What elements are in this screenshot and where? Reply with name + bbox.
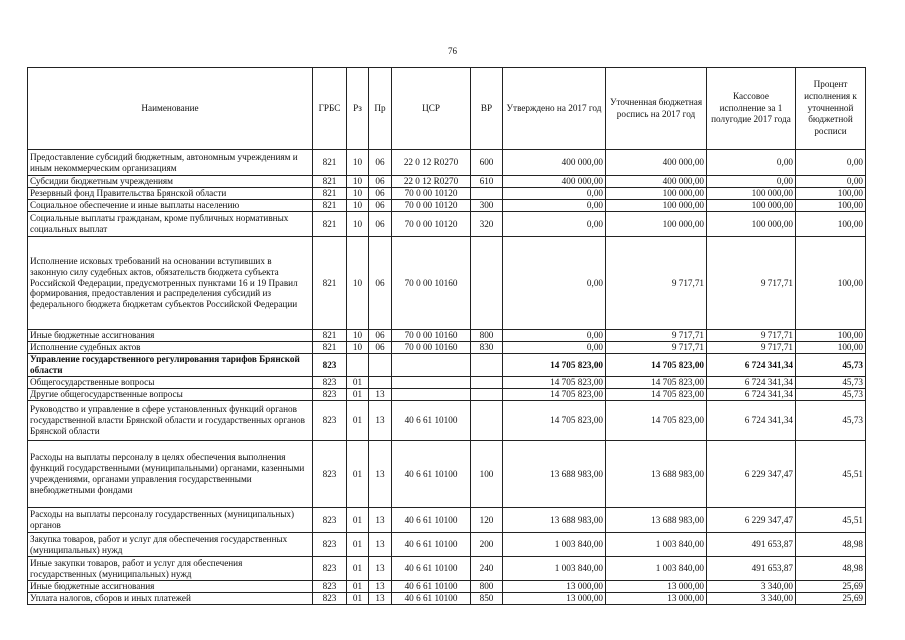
cell-refined: 13 688 983,00	[606, 441, 707, 508]
cell-csr: 70 0 00 10120	[392, 200, 471, 212]
cell-rz: 01	[347, 557, 369, 581]
cell-percent: 48,98	[796, 533, 866, 557]
cell-rz: 01	[347, 441, 369, 508]
cell-pr: 13	[369, 389, 392, 401]
cell-approved: 14 705 823,00	[503, 389, 606, 401]
cell-percent: 100,00	[796, 188, 866, 200]
cell-refined: 100 000,00	[606, 200, 707, 212]
cell-name: Другие общегосударственные вопросы	[28, 389, 313, 401]
cell-refined: 14 705 823,00	[606, 389, 707, 401]
table-row	[28, 533, 866, 557]
cell-pr: 06	[369, 342, 392, 354]
cell-grbs: 821	[313, 150, 347, 176]
cell-approved: 13 688 983,00	[503, 508, 606, 533]
cell-refined: 13 688 983,00	[606, 508, 707, 533]
cell-name: Исполнение судебных актов	[28, 342, 313, 354]
cell-approved: 0,00	[503, 200, 606, 212]
cell-csr	[392, 389, 471, 401]
table-row	[28, 188, 866, 200]
cell-vr: 610	[471, 176, 503, 188]
cell-pr: 06	[369, 330, 392, 342]
cell-rz: 01	[347, 389, 369, 401]
cell-grbs: 823	[313, 581, 347, 593]
cell-approved: 1 003 840,00	[503, 557, 606, 581]
cell-csr: 70 0 00 10160	[392, 237, 471, 330]
cell-grbs: 821	[313, 342, 347, 354]
cell-grbs: 823	[313, 354, 347, 377]
cell-pr: 06	[369, 237, 392, 330]
cell-pr: 06	[369, 188, 392, 200]
table-row	[28, 237, 866, 330]
cell-approved: 14 705 823,00	[503, 377, 606, 389]
cell-percent: 48,98	[796, 557, 866, 581]
cell-refined: 1 003 840,00	[606, 533, 707, 557]
cell-percent: 100,00	[796, 212, 866, 237]
table-row	[28, 508, 866, 533]
table-row	[28, 401, 866, 441]
cell-approved: 13 688 983,00	[503, 441, 606, 508]
cell-refined: 13 000,00	[606, 593, 707, 605]
cell-csr: 40 6 61 10100	[392, 557, 471, 581]
cell-csr: 40 6 61 10100	[392, 593, 471, 605]
table-row	[28, 377, 866, 389]
cell-name: Руководство и управление в сфере установленных функций органов государственной власти Брянской области и государственных органов Брянской области	[28, 401, 313, 441]
cell-csr: 22 0 12 R0270	[392, 150, 471, 176]
cell-grbs: 823	[313, 557, 347, 581]
cell-name: Предоставление субсидий бюджетным, автономным учреждениям и иным некоммерческим организациям	[28, 150, 313, 176]
cell-grbs: 823	[313, 389, 347, 401]
cell-percent: 0,00	[796, 176, 866, 188]
cell-percent: 45,73	[796, 401, 866, 441]
cell-refined: 14 705 823,00	[606, 354, 707, 377]
cell-approved: 400 000,00	[503, 150, 606, 176]
cell-name: Управление государственного регулирования тарифов Брянской области	[28, 354, 313, 377]
header-vr: ВР	[471, 68, 503, 150]
cell-approved: 0,00	[503, 330, 606, 342]
cell-percent: 45,51	[796, 508, 866, 533]
cell-rz: 10	[347, 330, 369, 342]
cell-rz: 10	[347, 150, 369, 176]
cell-name: Уплата налогов, сборов и иных платежей	[28, 593, 313, 605]
cell-vr: 120	[471, 508, 503, 533]
table-row	[28, 354, 866, 377]
table-row	[28, 200, 866, 212]
cell-csr: 22 0 12 R0270	[392, 176, 471, 188]
cell-rz: 01	[347, 581, 369, 593]
table-row	[28, 342, 866, 354]
cell-csr: 70 0 00 10160	[392, 330, 471, 342]
cell-percent: 100,00	[796, 342, 866, 354]
cell-grbs: 821	[313, 212, 347, 237]
cell-name: Общегосударственные вопросы	[28, 377, 313, 389]
cell-csr	[392, 354, 471, 377]
cell-cash: 3 340,00	[707, 581, 796, 593]
cell-cash: 6 724 341,34	[707, 377, 796, 389]
cell-grbs: 823	[313, 401, 347, 441]
table-body	[28, 150, 866, 605]
cell-grbs: 823	[313, 441, 347, 508]
cell-refined: 1 003 840,00	[606, 557, 707, 581]
cell-percent: 45,73	[796, 389, 866, 401]
cell-pr: 13	[369, 557, 392, 581]
cell-approved: 0,00	[503, 237, 606, 330]
cell-percent: 45,51	[796, 441, 866, 508]
cell-csr: 70 0 00 10120	[392, 188, 471, 200]
cell-vr: 200	[471, 533, 503, 557]
cell-name: Расходы на выплаты персоналу государственных (муниципальных) органов	[28, 508, 313, 533]
cell-vr	[471, 237, 503, 330]
cell-name: Социальные выплаты гражданам, кроме публичных нормативных социальных выплат	[28, 212, 313, 237]
cell-vr	[471, 389, 503, 401]
cell-approved: 0,00	[503, 212, 606, 237]
cell-csr: 70 0 00 10160	[392, 342, 471, 354]
cell-pr: 06	[369, 200, 392, 212]
cell-rz: 10	[347, 342, 369, 354]
cell-approved: 14 705 823,00	[503, 354, 606, 377]
cell-grbs: 821	[313, 176, 347, 188]
header-csr: ЦСР	[392, 68, 471, 150]
cell-name: Закупка товаров, работ и услуг для обеспечения государственных (муниципальных) нужд	[28, 533, 313, 557]
cell-percent: 45,73	[796, 354, 866, 377]
cell-cash: 3 340,00	[707, 593, 796, 605]
cell-cash: 100 000,00	[707, 200, 796, 212]
cell-cash: 6 229 347,47	[707, 508, 796, 533]
cell-pr: 13	[369, 533, 392, 557]
cell-pr: 13	[369, 593, 392, 605]
cell-cash: 6 724 341,34	[707, 389, 796, 401]
cell-pr: 13	[369, 581, 392, 593]
cell-pr: 13	[369, 401, 392, 441]
cell-cash: 9 717,71	[707, 330, 796, 342]
table-row	[28, 212, 866, 237]
cell-rz: 10	[347, 200, 369, 212]
cell-vr	[471, 354, 503, 377]
table-header-row	[28, 68, 866, 150]
cell-refined: 100 000,00	[606, 212, 707, 237]
cell-cash: 491 653,87	[707, 533, 796, 557]
cell-cash: 0,00	[707, 176, 796, 188]
cell-percent: 100,00	[796, 237, 866, 330]
cell-cash: 0,00	[707, 150, 796, 176]
budget-table	[27, 67, 866, 605]
cell-cash: 6 724 341,34	[707, 401, 796, 441]
cell-rz: 01	[347, 401, 369, 441]
cell-cash: 100 000,00	[707, 212, 796, 237]
cell-grbs: 821	[313, 200, 347, 212]
table-row	[28, 593, 866, 605]
page-number: 76	[448, 46, 457, 56]
cell-csr	[392, 377, 471, 389]
table-row	[28, 581, 866, 593]
cell-name: Расходы на выплаты персоналу в целях обеспечения выполнения функций государственными (муниципальными) органами, казенными учреждениями, органами управления государственными внебюджетными фондами	[28, 441, 313, 508]
table-row	[28, 557, 866, 581]
cell-refined: 400 000,00	[606, 176, 707, 188]
cell-refined: 13 000,00	[606, 581, 707, 593]
cell-grbs: 823	[313, 593, 347, 605]
cell-cash: 491 653,87	[707, 557, 796, 581]
cell-vr: 300	[471, 200, 503, 212]
cell-approved: 13 000,00	[503, 581, 606, 593]
cell-approved: 0,00	[503, 342, 606, 354]
cell-pr: 13	[369, 508, 392, 533]
cell-grbs: 823	[313, 377, 347, 389]
cell-csr: 40 6 61 10100	[392, 508, 471, 533]
cell-csr: 40 6 61 10100	[392, 441, 471, 508]
cell-refined: 9 717,71	[606, 342, 707, 354]
cell-rz: 01	[347, 533, 369, 557]
cell-pr: 06	[369, 212, 392, 237]
cell-pr: 06	[369, 176, 392, 188]
header-rz: Рз	[347, 68, 369, 150]
cell-percent: 25,69	[796, 593, 866, 605]
cell-rz: 01	[347, 508, 369, 533]
table-row	[28, 389, 866, 401]
cell-percent: 0,00	[796, 150, 866, 176]
cell-csr: 40 6 61 10100	[392, 581, 471, 593]
cell-rz: 10	[347, 188, 369, 200]
cell-grbs: 823	[313, 508, 347, 533]
header-name: Наименование	[28, 68, 313, 150]
cell-pr: 13	[369, 441, 392, 508]
cell-vr: 800	[471, 330, 503, 342]
cell-name: Исполнение исковых требований на основании вступивших в законную силу судебных актов, обязательств бюджета субъекта Российской Федерации, предусмотренных пунктами 16 и 19 Правил формирования, предоставления и распределения субсидий из федерального бюджета бюджетам субъектов Российской Федерации	[28, 237, 313, 330]
cell-refined: 14 705 823,00	[606, 401, 707, 441]
cell-name: Иные закупки товаров, работ и услуг для обеспечения государственных (муниципальных) нужд	[28, 557, 313, 581]
cell-percent: 100,00	[796, 330, 866, 342]
cell-name: Иные бюджетные ассигнования	[28, 330, 313, 342]
cell-approved: 0,00	[503, 188, 606, 200]
cell-grbs: 821	[313, 330, 347, 342]
cell-cash: 6 229 347,47	[707, 441, 796, 508]
cell-grbs: 821	[313, 237, 347, 330]
cell-name: Иные бюджетные ассигнования	[28, 581, 313, 593]
cell-rz: 10	[347, 176, 369, 188]
cell-name: Резервный фонд Правительства Брянской области	[28, 188, 313, 200]
cell-vr: 100	[471, 441, 503, 508]
table-row	[28, 330, 866, 342]
header-cash: Кассовое исполнение за 1 полугодие 2017 года	[707, 68, 796, 150]
cell-percent: 25,69	[796, 581, 866, 593]
cell-rz: 01	[347, 593, 369, 605]
cell-rz: 01	[347, 377, 369, 389]
cell-csr: 70 0 00 10120	[392, 212, 471, 237]
cell-cash: 9 717,71	[707, 237, 796, 330]
cell-csr: 40 6 61 10100	[392, 533, 471, 557]
cell-pr	[369, 377, 392, 389]
cell-approved: 400 000,00	[503, 176, 606, 188]
header-refined: Уточненная бюджетная роспись на 2017 год	[606, 68, 707, 150]
cell-percent: 45,73	[796, 377, 866, 389]
cell-approved: 13 000,00	[503, 593, 606, 605]
cell-percent: 100,00	[796, 200, 866, 212]
cell-approved: 14 705 823,00	[503, 401, 606, 441]
cell-vr: 800	[471, 581, 503, 593]
cell-vr: 320	[471, 212, 503, 237]
cell-approved: 1 003 840,00	[503, 533, 606, 557]
cell-refined: 9 717,71	[606, 330, 707, 342]
cell-name: Субсидии бюджетным учреждениям	[28, 176, 313, 188]
cell-cash: 100 000,00	[707, 188, 796, 200]
cell-name: Социальное обеспечение и иные выплаты населению	[28, 200, 313, 212]
cell-refined: 400 000,00	[606, 150, 707, 176]
header-approved: Утверждено на 2017 год	[503, 68, 606, 150]
cell-grbs: 821	[313, 188, 347, 200]
cell-pr	[369, 354, 392, 377]
cell-vr: 600	[471, 150, 503, 176]
cell-refined: 14 705 823,00	[606, 377, 707, 389]
cell-csr: 40 6 61 10100	[392, 401, 471, 441]
cell-vr	[471, 188, 503, 200]
cell-pr: 06	[369, 150, 392, 176]
table-row	[28, 150, 866, 176]
cell-vr	[471, 401, 503, 441]
cell-cash: 9 717,71	[707, 342, 796, 354]
cell-refined: 100 000,00	[606, 188, 707, 200]
cell-grbs: 823	[313, 533, 347, 557]
table-row	[28, 176, 866, 188]
cell-rz: 10	[347, 212, 369, 237]
cell-rz: 10	[347, 237, 369, 330]
cell-cash: 6 724 341,34	[707, 354, 796, 377]
table-row	[28, 441, 866, 508]
cell-vr: 850	[471, 593, 503, 605]
header-pr: Пр	[369, 68, 392, 150]
cell-vr: 830	[471, 342, 503, 354]
cell-refined: 9 717,71	[606, 237, 707, 330]
cell-vr	[471, 377, 503, 389]
header-percent: Процент исполнения к уточненной бюджетной росписи	[796, 68, 866, 150]
header-grbs: ГРБС	[313, 68, 347, 150]
cell-vr: 240	[471, 557, 503, 581]
cell-rz	[347, 354, 369, 377]
